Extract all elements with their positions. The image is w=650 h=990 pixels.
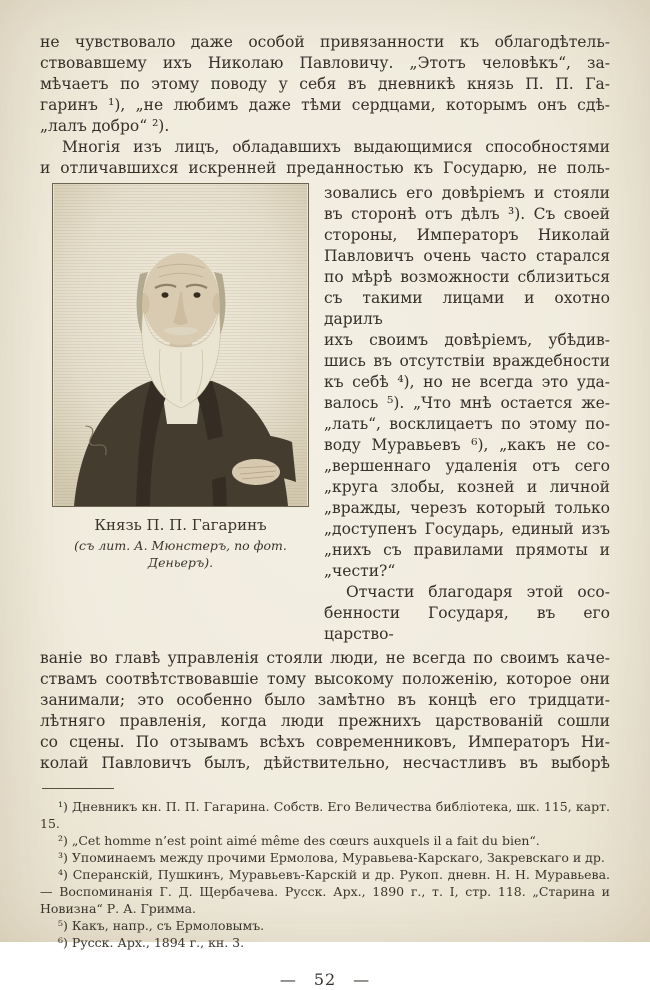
text-line: „чести?“ — [324, 562, 396, 580]
text-line: бенности Государя, въ его царство- — [324, 604, 610, 643]
text-line: со сцены. По отзывамъ всѣхъ современниковъ, Императоръ Ни- — [40, 733, 610, 751]
text-line: не чувствовало даже особой привязанности къ облагодѣтель- — [40, 33, 610, 51]
text-line: Отчасти благодаря этой осо- — [346, 583, 610, 601]
text-line: зовались его довѣріемъ и стояли — [324, 184, 610, 202]
figure-column — [40, 183, 324, 645]
text-line: „вершеннаго удаленія отъ сего — [324, 457, 610, 475]
text-line: мѣчаетъ по этому поводу у себя въ дневникѣ князь П. П. Га- — [40, 75, 610, 93]
text-line: къ себѣ ⁴), но не всегда это уда- — [324, 373, 610, 391]
text-line: Павловичъ очень часто старался — [324, 247, 610, 265]
text-line: колай Павловичъ былъ, дѣйствительно, несчастливъ въ выборѣ — [40, 754, 610, 772]
middle-region — [40, 183, 610, 645]
footnote-5: ⁵) Какъ, напр., съ Ермоловымъ. — [58, 918, 265, 933]
text-line: „лалъ добро“ ²). — [40, 117, 170, 135]
caption-title: Князь П. П. Гагаринъ — [94, 516, 267, 534]
text-line: ствамъ соотвѣтствовавшіе тому высокому положенію, которое они — [40, 670, 610, 688]
footnote-separator — [42, 788, 114, 789]
paragraph-2-intro — [40, 137, 610, 179]
portrait-caption — [52, 516, 309, 571]
text-line: „нихъ съ правилами прямоты и — [324, 541, 610, 559]
text-line: занимали; это особенно было замѣтно въ концѣ его тридцати- — [40, 691, 610, 709]
text-line: ихъ своимъ довѣріемъ, убѣдив- — [324, 331, 610, 349]
text-line: „вражды, черезъ который только — [324, 499, 610, 517]
text-line: воду Муравьевъ ⁶), „какъ не со- — [324, 436, 610, 454]
text-line: по мѣрѣ возможности сблизиться — [324, 268, 610, 286]
footnotes — [40, 798, 610, 951]
portrait-arm-and-hand — [202, 434, 296, 485]
text-line: шись въ отсутствіи враждебности — [324, 352, 610, 370]
footnote-3: ³) Упоминаемъ между прочими Ермолова, Муравьева-Карскаго, Закревскаго и др. — [58, 850, 605, 865]
footnote-6: ⁶) Русск. Арх., 1894 г., кн. 3. — [58, 935, 245, 950]
text-line: гаринъ ¹), „не любимъ даже тѣми сердцами, которымъ онъ сдѣ- — [40, 96, 610, 114]
portrait-illustration — [53, 184, 308, 506]
text-line: стороны, Императоръ Николай — [324, 226, 610, 244]
page-number: — 52 — — [279, 970, 371, 989]
footnote-1: ¹) Дневникъ кн. П. П. Гагарина. Собств. Его Величества библіотека, шк. 115, карт. 15. — [40, 799, 610, 831]
wrapped-text-column — [324, 183, 610, 645]
text-line: въ сторонѣ отъ дѣлъ ³). Съ своей — [324, 205, 610, 223]
footnote-4: ⁴) Сперанскій, Пушкинъ, Муравьевъ-Карскій и др. Рукоп. дневн. Н. Н. Муравьева.— Воспоминанія Г. Д. Щербачева. Русск. Арх., 1890 г., т. I, стр. 118. „Старина и Новизна“ Р. А. Гримма. — [40, 867, 610, 916]
portrait-figure — [52, 183, 309, 571]
text-line: лѣтняго правленія, когда люди прежнихъ царствованій сошли — [40, 712, 610, 730]
text-line: съ такими лицами и охотно дарилъ — [324, 289, 610, 328]
text-line: и отличавшихся искренней преданностью къ Государю, не поль- — [40, 159, 610, 177]
text-line: „лать“, восклицаетъ по этому по- — [324, 415, 610, 433]
paragraph-1 — [40, 32, 610, 137]
footnote-2: ²) „Cet homme n’est point aimé même des cœurs auxquels il a fait du bien“. — [58, 833, 540, 848]
portrait-image — [52, 183, 309, 507]
paragraph-3-continuation — [40, 648, 610, 774]
text-line: „круга злобы, козней и личной — [324, 478, 610, 496]
text-line: ваніе во главѣ управленія стояли люди, не всегда по своимъ каче- — [40, 649, 610, 667]
text-line: валось ⁵). „Что мнѣ остается же- — [324, 394, 610, 412]
caption-credit: (съ лит. А. Мюнстеръ, по фот. Деньеръ). — [74, 538, 287, 570]
text-line: ствовавшему ихъ Николаю Павловичу. „Этотъ человѣкъ“, за- — [40, 54, 610, 72]
text-line: „доступенъ Государь, единый изъ — [324, 520, 610, 538]
text-line: Многія изъ лицъ, обладавшихъ выдающимися способностями — [62, 138, 610, 156]
